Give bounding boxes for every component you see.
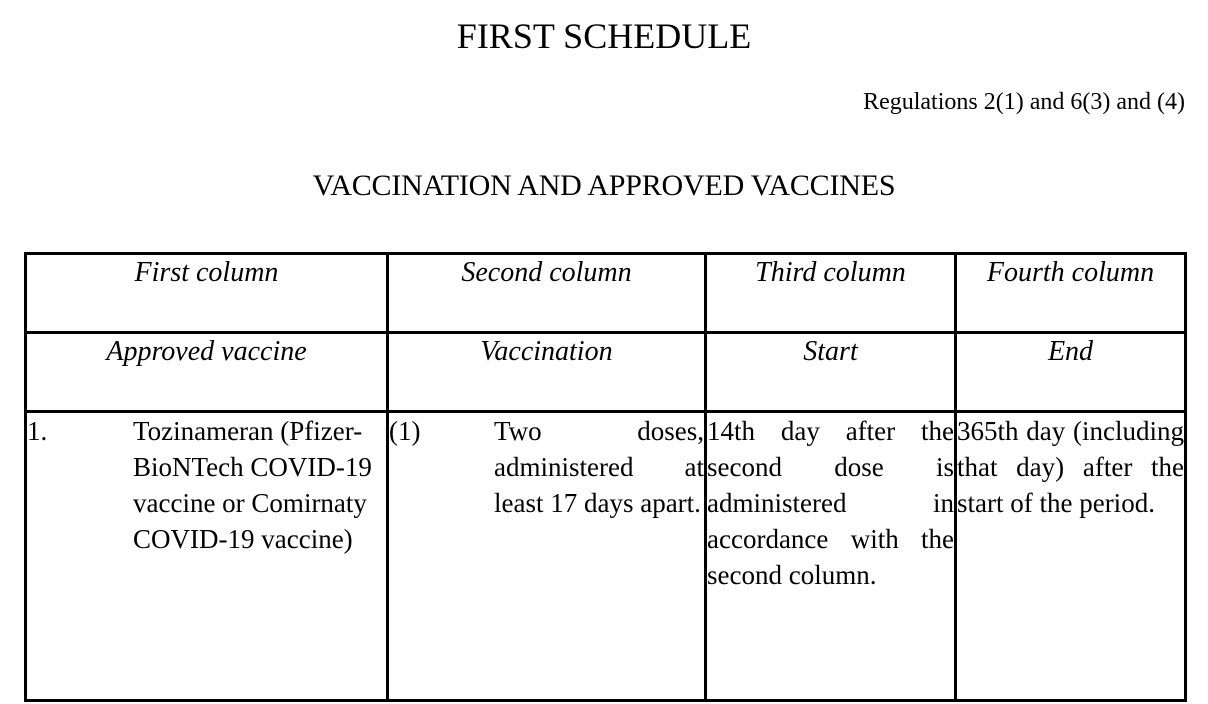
column-subtitle-vaccination: Vaccination <box>388 333 706 412</box>
regulations-reference: Regulations 2(1) and 6(3) and (4) <box>863 89 1185 115</box>
section-heading: VACCINATION AND APPROVED VACCINES <box>312 169 896 202</box>
schedule-title: FIRST SCHEDULE <box>456 16 752 56</box>
column-title-second: Second column <box>388 254 706 333</box>
approved-vaccines-table <box>24 252 1187 702</box>
column-title-third: Third column <box>706 254 956 333</box>
row-number: 1. <box>27 416 48 446</box>
column-subtitle-row <box>26 333 1186 412</box>
vaccination-item-number: (1) <box>389 416 421 446</box>
table-row <box>26 412 1186 701</box>
vaccination-text: Two doses, administered at least 17 days apart. <box>494 416 704 518</box>
column-title-first: First column <box>26 254 388 333</box>
column-subtitle-end: End <box>956 333 1186 412</box>
approved-vaccine-cell <box>26 412 388 701</box>
start-cell: 14th day after the second dose is administered in accordance with the second column. <box>706 412 956 701</box>
vaccination-cell <box>388 412 706 701</box>
column-title-fourth: Fourth column <box>956 254 1186 333</box>
end-cell: 365th day (including that day) after the start of the period. <box>956 412 1186 701</box>
column-subtitle-approved-vaccine: Approved vaccine <box>26 333 388 412</box>
column-title-row <box>26 254 1186 333</box>
column-subtitle-start: Start <box>706 333 956 412</box>
approved-vaccine-text: Tozinameran (Pfizer-BioNTech COVID-19 vaccine or Comirnaty COVID-19 vaccine) <box>133 416 372 554</box>
